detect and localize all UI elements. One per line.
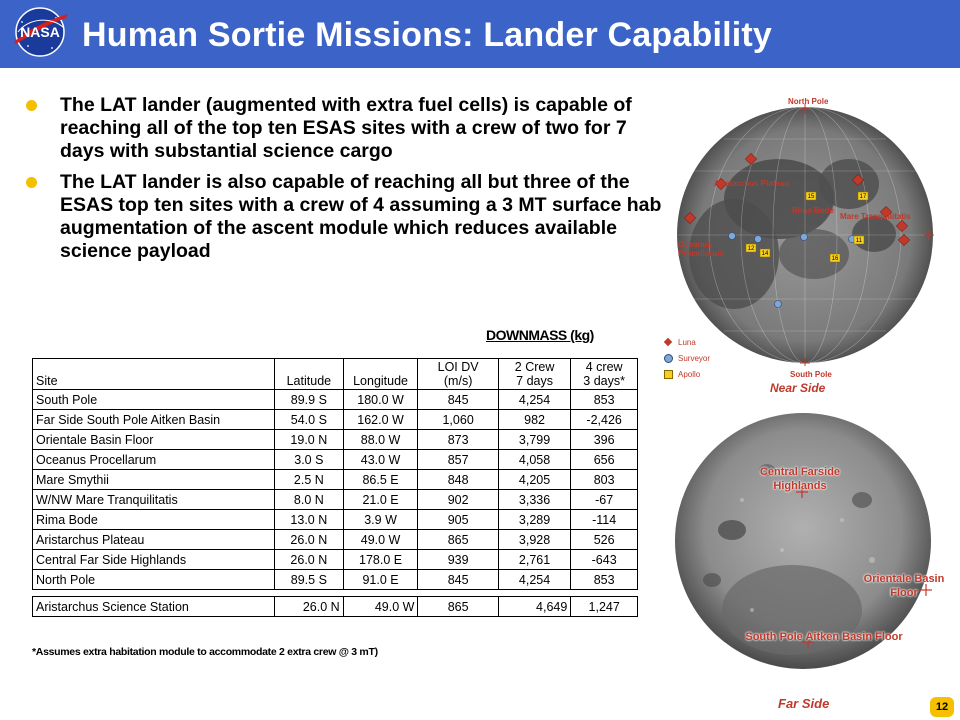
apollo-number: 14 <box>761 251 769 257</box>
cell-loi: 939 <box>418 550 498 570</box>
cell-loi: 857 <box>418 450 498 470</box>
cell-site: Aristarchus Science Station <box>33 597 275 617</box>
table-row <box>33 530 638 550</box>
legend-label: Luna <box>678 338 696 347</box>
cell-loi: 865 <box>418 597 498 617</box>
cell-crew2: 4,649 <box>498 597 571 617</box>
legend-item-surveyor <box>664 354 710 370</box>
table-row <box>33 410 638 430</box>
diamond-icon <box>664 338 672 346</box>
far-side-label: Far Side <box>778 696 830 711</box>
footnote: *Assumes extra habitation module to accommodate 2 extra crew @ 3 mT) <box>32 646 378 658</box>
table-row <box>33 490 638 510</box>
header-loi: LOI DV (m/s) <box>418 359 498 390</box>
bullet-text: The LAT lander is also capable of reaching all but three of the ESAS top ten sites with a crew of 4 assuming a 3 MT surface hab augmentation of the ascent module which reduces available science payload <box>60 171 662 262</box>
apollo-number: 17 <box>859 194 867 200</box>
legend-label: Surveyor <box>678 354 711 363</box>
cell-crew4: -114 <box>571 510 638 530</box>
header-site: Site <box>33 359 275 390</box>
cell-crew2: 4,205 <box>498 470 571 490</box>
cell-longitude: 21.0 E <box>343 490 418 510</box>
cell-longitude: 43.0 W <box>343 450 418 470</box>
circle-icon <box>664 354 673 363</box>
cell-latitude: 2.5 N <box>275 470 344 490</box>
legend-item-apollo <box>664 370 710 386</box>
map-legend <box>664 338 710 386</box>
site-label-rima-bode: Rima Bode <box>792 206 834 215</box>
legend-item-luna <box>664 338 710 354</box>
cell-site: Oceanus Procellarum <box>33 450 275 470</box>
table-row <box>33 570 638 590</box>
cell-latitude: 89.9 S <box>275 390 344 410</box>
square-icon <box>664 370 673 379</box>
cell-loi: 905 <box>418 510 498 530</box>
cell-crew2: 3,336 <box>498 490 571 510</box>
cell-crew4: 853 <box>571 570 638 590</box>
cell-latitude: 26.0 N <box>275 550 344 570</box>
site-label-spa: South Pole Aitken Basin Floor <box>745 631 903 643</box>
cell-crew4: -67 <box>571 490 638 510</box>
apollo-number: 11 <box>855 238 863 244</box>
table-row <box>33 450 638 470</box>
cell-crew4: 853 <box>571 390 638 410</box>
cell-latitude: 3.0 S <box>275 450 344 470</box>
cell-crew4: 803 <box>571 470 638 490</box>
cell-longitude: 49.0 W <box>343 597 418 617</box>
apollo-number: 15 <box>807 194 815 200</box>
south-pole-label: South Pole <box>790 370 832 379</box>
cell-crew2: 3,928 <box>498 530 571 550</box>
header-crew2: 2 Crew 7 days <box>498 359 571 390</box>
cell-crew2: 4,254 <box>498 390 571 410</box>
cell-site: Rima Bode <box>33 510 275 530</box>
north-pole-label: North Pole <box>788 97 829 106</box>
cell-crew2: 3,289 <box>498 510 571 530</box>
cell-latitude: 26.0 N <box>275 597 344 617</box>
cell-latitude: 13.0 N <box>275 510 344 530</box>
downmass-label: DOWNMASS (kg) <box>486 327 594 343</box>
page-number: 12 <box>930 697 954 717</box>
cell-crew4: 396 <box>571 430 638 450</box>
surveyor-marker <box>755 236 762 243</box>
site-label-tranquilitatis: Mare Tranquilitatis <box>840 212 911 221</box>
cell-crew2: 2,761 <box>498 550 571 570</box>
site-label-central-farside: Central Farside Highlands <box>759 466 841 492</box>
cell-longitude: 3.9 W <box>343 510 418 530</box>
table-row <box>33 390 638 410</box>
apollo-number: 16 <box>831 256 839 262</box>
cell-crew4: -643 <box>571 550 638 570</box>
cell-loi: 845 <box>418 570 498 590</box>
cell-site: South Pole <box>33 390 275 410</box>
cell-loi: 848 <box>418 470 498 490</box>
cell-site: Far Side South Pole Aitken Basin <box>33 410 275 430</box>
cell-crew2: 3,799 <box>498 430 571 450</box>
cell-longitude: 88.0 W <box>343 430 418 450</box>
site-label-orientale: Orientale Basin Floor <box>863 573 945 599</box>
svg-text:NASA: NASA <box>20 24 60 40</box>
site-label-procellarum: Oceanus Procellarum <box>678 240 725 258</box>
cell-site: North Pole <box>33 570 275 590</box>
header-longitude: Longitude <box>343 359 418 390</box>
cell-latitude: 54.0 S <box>275 410 344 430</box>
header-crew4: 4 crew 3 days* <box>571 359 638 390</box>
bullet-item <box>24 171 664 263</box>
cell-site: Mare Smythii <box>33 470 275 490</box>
bullet-dot-icon <box>26 177 37 188</box>
cell-longitude: 49.0 W <box>343 530 418 550</box>
bullet-list <box>24 94 664 271</box>
header-latitude: Latitude <box>275 359 344 390</box>
cell-longitude: 91.0 E <box>343 570 418 590</box>
cell-longitude: 162.0 W <box>343 410 418 430</box>
cell-latitude: 19.0 N <box>275 430 344 450</box>
apollo-number: 12 <box>747 246 755 252</box>
bullet-text: The LAT lander (augmented with extra fuel cells) is capable of reaching all of the top ten ESAS sites with a crew of two for 7 days with substantial science cargo <box>60 94 632 162</box>
cell-latitude: 26.0 N <box>275 530 344 550</box>
cell-crew4: -2,426 <box>571 410 638 430</box>
cell-loi: 865 <box>418 530 498 550</box>
sites-table <box>32 358 638 617</box>
title-bar <box>0 0 960 68</box>
cell-longitude: 180.0 W <box>343 390 418 410</box>
table-row <box>33 550 638 570</box>
cell-site: W/NW Mare Tranquilitatis <box>33 490 275 510</box>
cell-crew4: 1,247 <box>571 597 638 617</box>
slide-title: Human Sortie Missions: Lander Capability <box>82 16 773 54</box>
nasa-logo <box>8 6 72 58</box>
table-row <box>33 597 638 617</box>
table-row <box>33 470 638 490</box>
cell-site: Aristarchus Plateau <box>33 530 275 550</box>
cell-loi: 873 <box>418 430 498 450</box>
surveyor-marker <box>729 233 736 240</box>
cell-longitude: 86.5 E <box>343 470 418 490</box>
near-side-label: Near Side <box>770 381 826 395</box>
cell-loi: 1,060 <box>418 410 498 430</box>
table-header-row <box>33 359 638 390</box>
legend-label: Apollo <box>678 370 701 379</box>
cell-loi: 845 <box>418 390 498 410</box>
cell-latitude: 89.5 S <box>275 570 344 590</box>
cell-site: Orientale Basin Floor <box>33 430 275 450</box>
near-side-moon-map <box>674 104 936 366</box>
cell-crew4: 656 <box>571 450 638 470</box>
surveyor-marker <box>801 234 808 241</box>
cell-crew2: 4,058 <box>498 450 571 470</box>
table-spacer <box>33 590 638 597</box>
bullet-item <box>24 94 664 163</box>
cell-longitude: 178.0 E <box>343 550 418 570</box>
cell-crew4: 526 <box>571 530 638 550</box>
cell-crew2: 4,254 <box>498 570 571 590</box>
cell-crew2: 982 <box>498 410 571 430</box>
bullet-dot-icon <box>26 100 37 111</box>
cell-latitude: 8.0 N <box>275 490 344 510</box>
cell-site: Central Far Side Highlands <box>33 550 275 570</box>
table-row <box>33 430 638 450</box>
site-label-aristarchus: Aristarchus Plateau <box>714 179 790 188</box>
table-row <box>33 510 638 530</box>
surveyor-marker <box>775 301 782 308</box>
cell-loi: 902 <box>418 490 498 510</box>
